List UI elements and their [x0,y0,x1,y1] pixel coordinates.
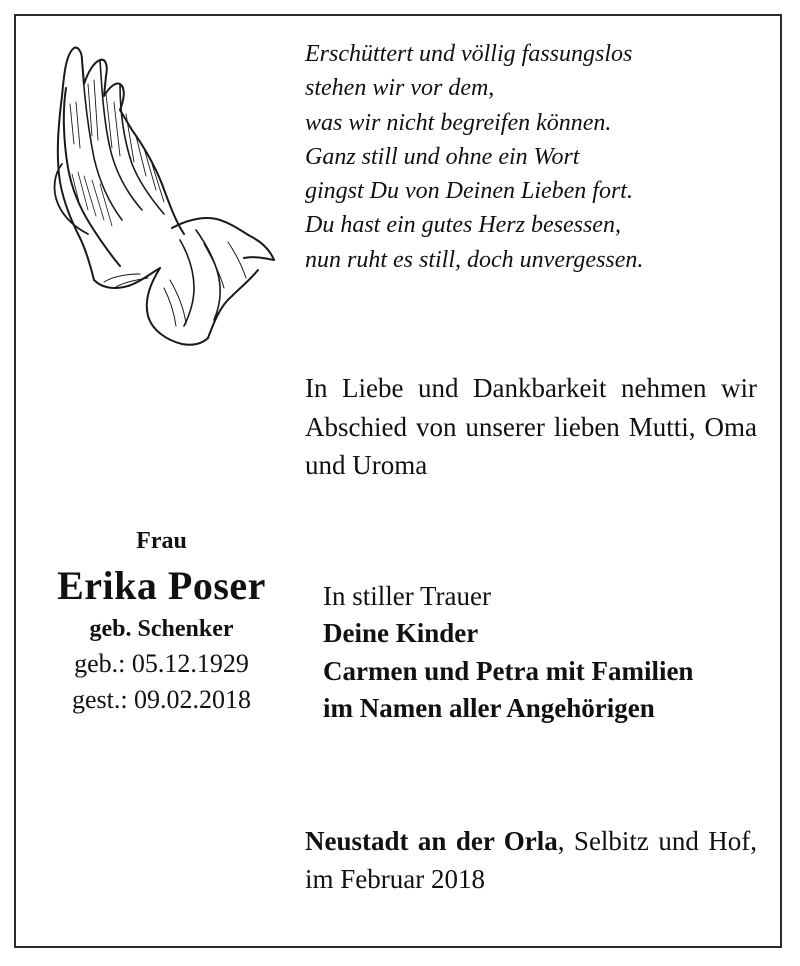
death-date: gest.: 09.02.2018 [71,685,252,714]
poem-line: was wir nicht begreifen können. [305,109,612,136]
mourner-line: Deine Kinder [323,618,479,649]
mourning-heading: In stiller Trauer [323,581,491,611]
place-and-date [305,822,757,898]
place-date: , Selbitz und Hof, im Februar 2018 [305,826,757,894]
mourners-block [323,578,763,727]
mourner-line: im Namen aller Angehörigen [323,692,655,723]
praying-hands-icon [44,44,276,354]
deceased-block [30,522,293,718]
poem-line: gingst Du von Deinen Lieben fort. [305,178,633,205]
poem [305,37,755,277]
title-prefix: Frau [136,528,187,554]
poem-line: Erschüttert und völlig fassungslos [305,41,633,67]
mourner-line: Carmen und Petra mit Familien [323,655,694,686]
poem-line: stehen wir vor dem, [305,75,495,102]
poem-line: Du hast ein gutes Herz besessen, [305,212,621,239]
birth-date: geb.: 05.12.1929 [74,649,249,678]
poem-line: nun ruht es still, doch unvergessen. [305,246,644,273]
farewell-text: In Liebe und Dankbarkeit nehmen wir Abschied von unserer lieben Mutti, Oma und Uroma [305,373,757,480]
deceased-name: Erika Poser [57,563,266,608]
maiden-name: geb. Schenker [89,616,234,642]
place-name: Neustadt an der Orla [305,826,558,856]
poem-line: Ganz still und ohne ein Wort [305,143,580,170]
